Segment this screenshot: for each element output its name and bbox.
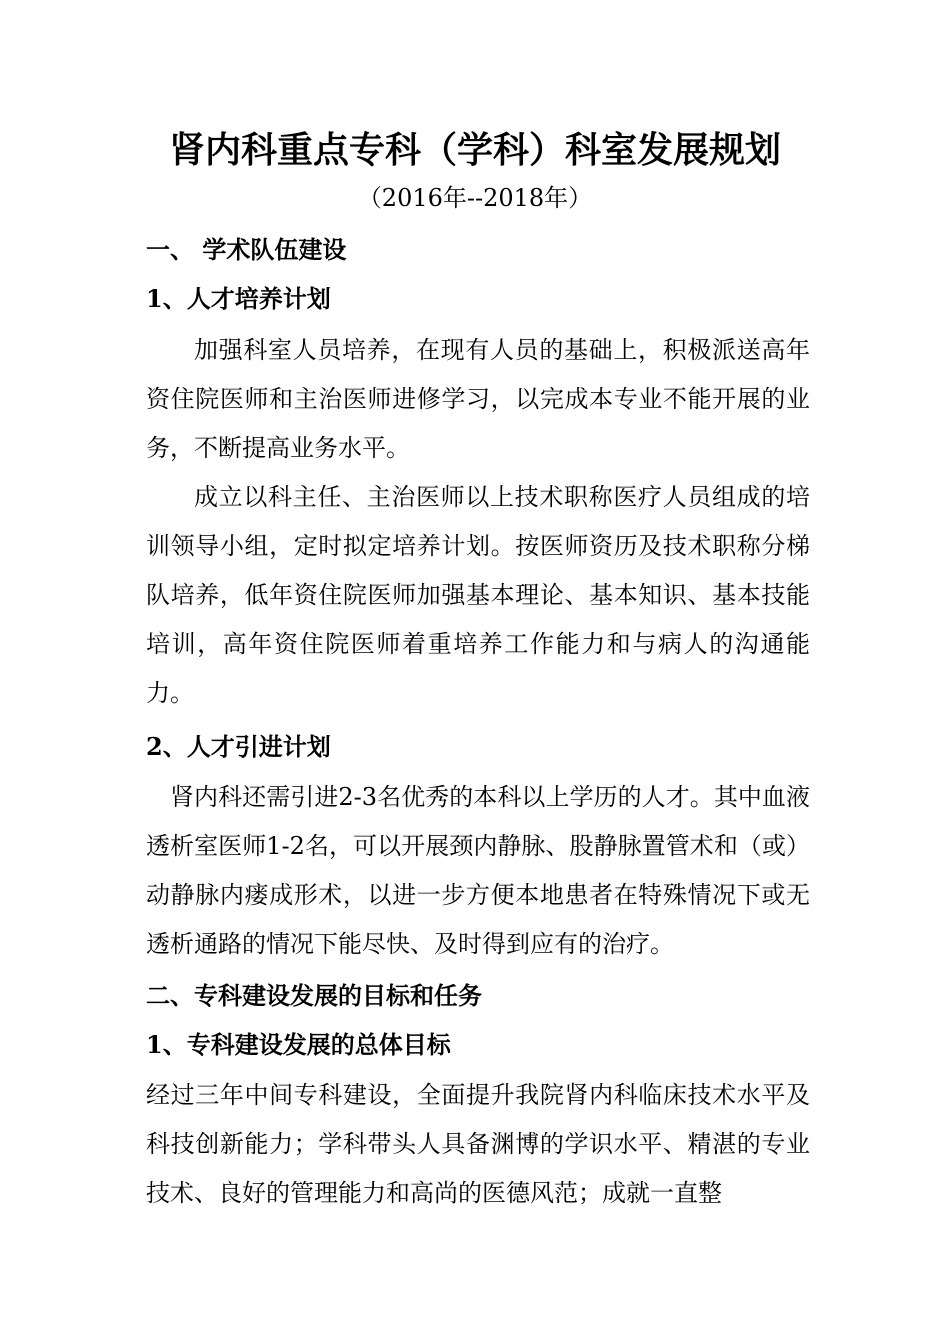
paragraph-talent-training-2: 成立以科主任、主治医师以上技术职称医疗人员组成的培训领导小组，定时拟定培养计划。按医师资历及技术职称分梯队培养，低年资住院医师加强基本理论、基本知识、基本技能培训，高年资住院医师着重培养工作能力和与病人的沟通能力。 xyxy=(146,483,810,707)
document-subtitle: （2016年--2018年） xyxy=(357,184,593,212)
section-heading-2: 二、专科建设发展的目标和任务 xyxy=(146,981,482,1010)
subsection-heading-2-1: 1、专科建设发展的总体目标 xyxy=(146,1030,451,1059)
subsection-heading-1-1: 1、人才培养计划 xyxy=(146,284,331,313)
paragraph-overall-goal: 经过三年中间专科建设，全面提升我院肾内科临床技术水平及科技创新能力；学科带头人具备渊博的学识水平、精湛的专业技术、良好的管理能力和高尚的医德风范；成就一直整 xyxy=(146,1081,810,1207)
document-title: 肾内科重点专科（学科）科室发展规划 xyxy=(168,129,781,171)
subsection-heading-1-2: 2、人才引进计划 xyxy=(146,732,331,761)
paragraph-talent-training-1: 加强科室人员培养，在现有人员的基础上，积极派送高年资住院医师和主治医师进修学习，以完成本专业不能开展的业务，不断提高业务水平。 xyxy=(146,336,810,462)
paragraph-talent-recruitment: 肾内科还需引进2-3名优秀的本科以上学历的人才。其中血液透析室医师1-2名，可以开展颈内静脉、股静脉置管术和（或）动静脉内瘘成形术，以进一步方便本地患者在特殊情况下或无透析通路的情况下能尽快、及时得到应有的治疗。 xyxy=(146,783,810,958)
section-heading-1: 一、 学术队伍建设 xyxy=(146,235,347,264)
